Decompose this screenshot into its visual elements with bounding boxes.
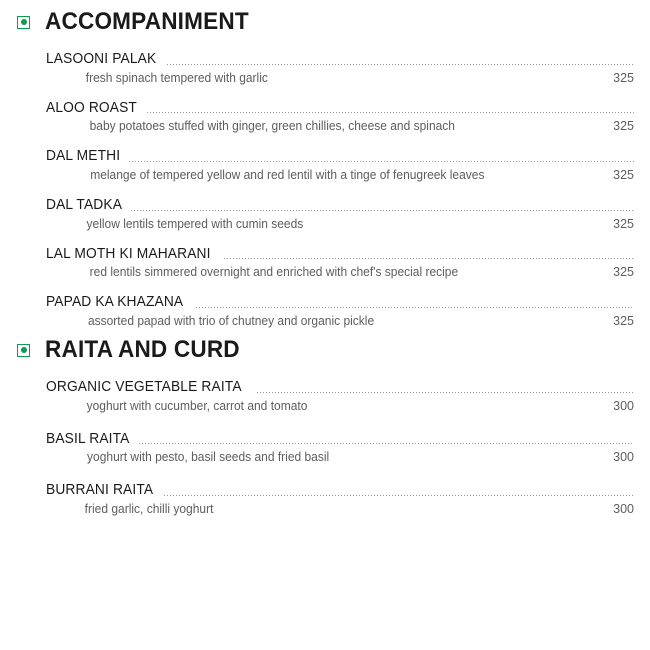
menu-item-title-row [46, 51, 634, 68]
menu-item [46, 148, 634, 183]
menu-item-description-row [46, 502, 634, 517]
menu-item-description: red lentils simmered overnight and enriched with chef's special recipe [89, 265, 459, 280]
menu-item [46, 246, 634, 281]
dotted-leader [146, 112, 634, 113]
menu-item-title-row [46, 100, 634, 117]
veg-mark-dot-icon [21, 347, 27, 353]
section-title: RAITA AND CURD [45, 336, 240, 364]
menu-item-description: yellow lentils tempered with cumin seeds [86, 216, 304, 231]
menu-item-description-row [46, 217, 634, 232]
menu-item-description: yoghurt with cucumber, carrot and tomato [86, 398, 308, 413]
dotted-leader [128, 161, 634, 162]
menu-item-description-row [46, 314, 634, 329]
menu-item [46, 379, 634, 414]
menu-item-price: 325 [613, 70, 634, 85]
menu-item-description: yoghurt with pesto, basil seeds and fried basil [87, 450, 330, 465]
menu-item [46, 431, 634, 466]
dotted-leader [223, 258, 634, 259]
menu-item-price: 325 [613, 168, 634, 183]
menu-item-price: 325 [613, 265, 634, 280]
menu-item-price: 325 [613, 119, 634, 134]
menu-item [46, 51, 634, 86]
menu-item-price: 325 [613, 314, 634, 329]
dotted-leader [166, 64, 634, 65]
dotted-leader [256, 392, 634, 393]
menu-item-title-row [46, 431, 634, 448]
menu-item-price: 300 [613, 398, 634, 413]
menu-item-description: melange of tempered yellow and red lentil with a tinge of fenugreek leaves [90, 168, 485, 183]
menu-item-price: 300 [613, 450, 634, 465]
menu-item-name: LASOONI PALAK [46, 51, 157, 67]
dotted-leader [195, 307, 635, 308]
menu-item-name: BASIL RAITA [46, 430, 130, 447]
menu-item-description-row [46, 450, 634, 465]
veg-mark-icon [17, 344, 30, 357]
dotted-leader [163, 495, 634, 496]
menu-item [46, 197, 634, 232]
menu-item-title-row [46, 379, 634, 396]
menu-item-description: baby potatoes stuffed with ginger, green chillies, cheese and spinach [89, 119, 455, 134]
menu-item-description: fried garlic, chilli yoghurt [84, 502, 214, 517]
menu-item-description-row [46, 71, 634, 86]
dotted-leader [130, 210, 634, 211]
menu-item-description: fresh spinach tempered with garlic [85, 70, 268, 85]
dotted-leader [138, 443, 634, 444]
menu-item-title-row [46, 246, 634, 263]
menu-item-name: DAL METHI [46, 148, 121, 165]
menu-item-price: 325 [613, 216, 634, 231]
menu-item-description-row [46, 399, 634, 414]
menu-item-name: DAL TADKA [46, 197, 123, 214]
menu-item-list [0, 34, 650, 329]
menu-item-description-row [46, 119, 634, 134]
menu-item-price: 300 [613, 502, 634, 517]
menu-item-description: assorted papad with trio of chutney and organic pickle [87, 314, 375, 329]
section-header [0, 338, 650, 362]
menu-item-description-row [46, 265, 634, 280]
menu-item [46, 482, 634, 517]
menu-item-name: ALOO ROAST [46, 99, 137, 116]
menu-item-title-row [46, 197, 634, 214]
veg-mark-dot-icon [21, 19, 27, 25]
menu-item-title-row [46, 148, 634, 165]
menu-item [46, 100, 634, 135]
menu-section [0, 329, 650, 517]
menu-item-name: ORGANIC VEGETABLE RAITA [46, 379, 242, 396]
section-title: ACCOMPANIMENT [45, 8, 249, 35]
menu-item-list [0, 362, 650, 517]
menu-item-description-row [46, 168, 634, 183]
veg-mark-icon [17, 16, 30, 29]
menu-item-name: BURRANI RAITA [46, 482, 154, 499]
menu-item-name: LAL MOTH KI MAHARANI [46, 245, 211, 262]
menu-item-name: PAPAD KA KHAZANA [46, 294, 184, 311]
menu-item [46, 294, 634, 329]
section-header [0, 10, 650, 34]
menu-item-title-row [46, 294, 634, 311]
menu-item-title-row [46, 482, 634, 499]
